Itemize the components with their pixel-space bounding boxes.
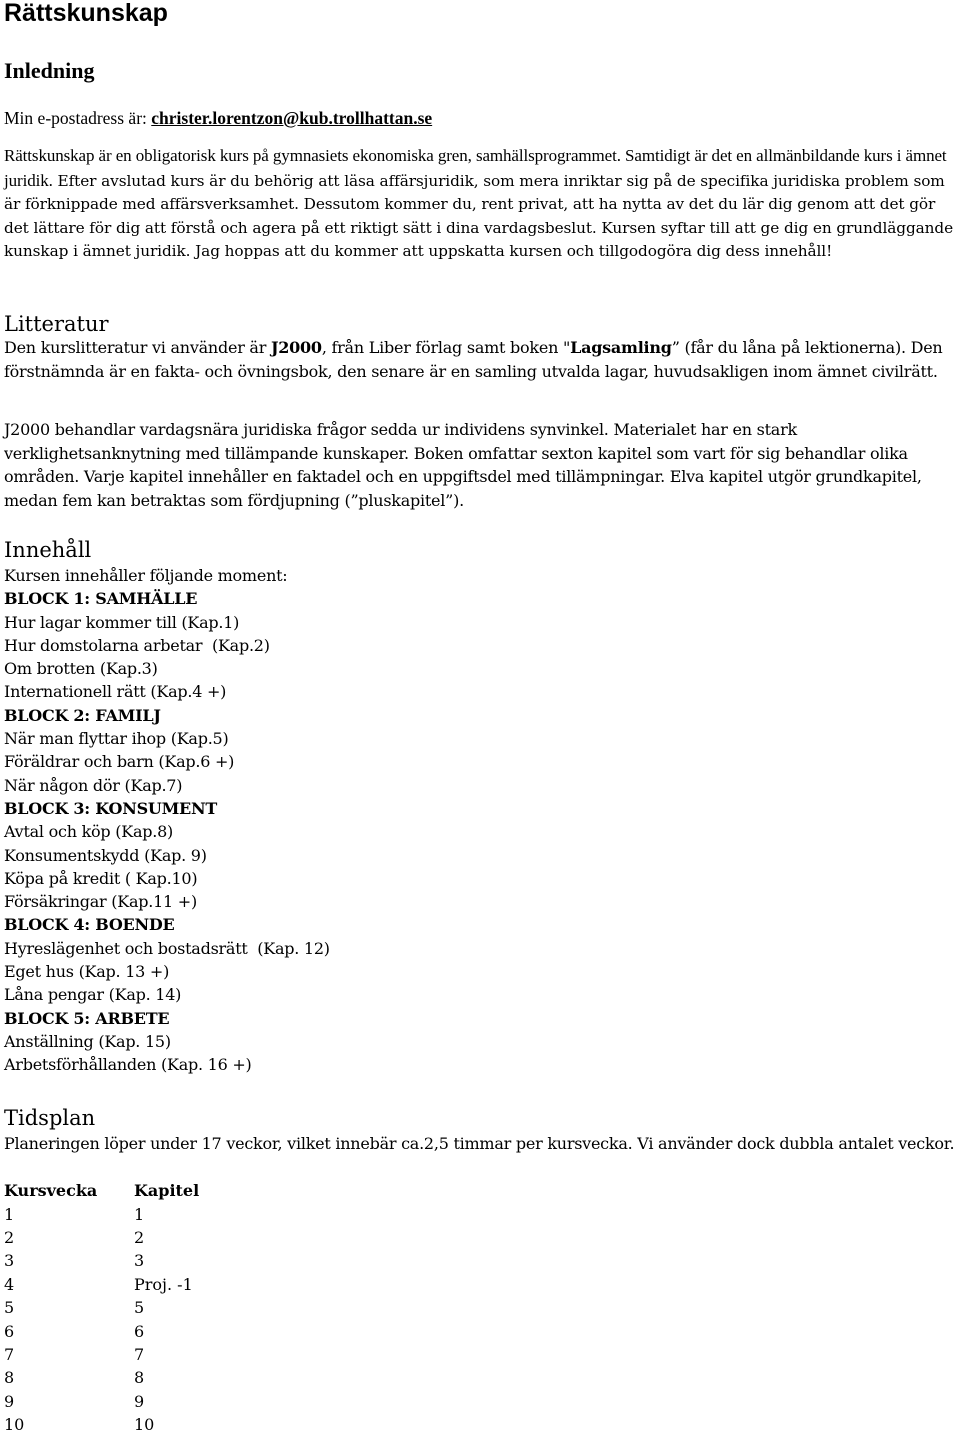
cell-kapitel: 2 [134, 1227, 145, 1247]
column-header-kapitel: Kapitel [134, 1181, 200, 1201]
cell-kursvecka: 6 [4, 1321, 15, 1341]
cell-kursvecka: 1 [4, 1204, 15, 1224]
list-item: Försäkringar (Kap.11 +) [4, 892, 197, 912]
intro-rest: Efter avslutad kurs är du behörig att läsa affärsjuridik, som mera inriktar sig på de specifika juridiska problem som är förknippade med affärsverksamhet. Dessutom kommer du, rent privat, att ha nytta av det du lär dig genom att det gör det lättare för dig att förstå och agera på ett riktigt sätt i dina vardagsbeslut. Kursen syftar till att ge dig en grundläggande kunskap i ämnet juridik. Jag hoppas att du kommer att uppskatta kursen och tillgodogöra dig dess innehåll! [4, 171, 954, 261]
litteratur-paragraph-1 [4, 336, 960, 383]
list-item: Hur lagar kommer till (Kap.1) [4, 612, 240, 632]
list-item: Hyreslägenhet och bostadsrätt (Kap. 12) [4, 938, 330, 958]
lit-text-c: , från Liber förlag samt boken " [321, 338, 571, 357]
email-line [4, 107, 432, 129]
intro-paragraph [4, 144, 960, 264]
litteratur-paragraph-2: J2000 behandlar vardagsnära juridiska frågor sedda ur individens synvinkel. Materialet har en stark verklighetsanknytning med tillämpande kunskaper. Boken omfattar sexton kapitel som vart för sig behandlar olika områden. Varje kapitel innehåller en faktadel och en uppgiftsdel med tillämpningar. Elva kapitel utgör grundkapitel, medan fem kan betraktas som fördjupning (”pluskapitel”). [4, 420, 922, 510]
schedule-table [4, 1179, 199, 1436]
page-title: Rättskunskap [4, 0, 168, 27]
cell-kursvecka: 5 [4, 1298, 15, 1318]
heading-innehall: Innehåll [4, 538, 92, 562]
table-row [4, 1390, 199, 1413]
cell-kapitel: 5 [134, 1298, 145, 1318]
table-row [4, 1273, 199, 1296]
list-item: Avtal och köp (Kap.8) [4, 822, 173, 842]
cell-kursvecka: 9 [4, 1391, 15, 1411]
list-item: Köpa på kredit ( Kap.10) [4, 868, 198, 888]
list-item: Arbetsförhållanden (Kap. 16 +) [4, 1055, 252, 1075]
cell-kursvecka: 2 [4, 1227, 15, 1247]
table-row [4, 1413, 199, 1436]
list-item: Eget hus (Kap. 13 +) [4, 962, 170, 982]
table-row [4, 1296, 199, 1319]
block-heading: BLOCK 3: KONSUMENT [4, 798, 218, 818]
schedule-header-row [4, 1179, 199, 1202]
table-row [4, 1343, 199, 1366]
block-heading: BLOCK 2: FAMILJ [4, 705, 161, 725]
list-item: Kursen innehåller följande moment: [4, 566, 288, 585]
block-heading: BLOCK 4: BOENDE [4, 915, 175, 935]
list-item: Hur domstolarna arbetar (Kap.2) [4, 635, 270, 655]
cell-kapitel: 1 [134, 1204, 145, 1224]
cell-kursvecka: 10 [4, 1415, 25, 1435]
table-row [4, 1202, 199, 1225]
list-item: Konsumentskydd (Kap. 9) [4, 845, 207, 865]
heading-litteratur: Litteratur [4, 312, 109, 336]
intro-line1: Rättskunskap är en obligatorisk kurs på gymnasiets ekonomiska gren, samhällsprogrammet. Samtidigt är det en allmänbildande kurs i ämnet juridik. [4, 146, 947, 190]
table-row [4, 1366, 199, 1389]
table-row [4, 1249, 199, 1272]
table-row [4, 1319, 199, 1342]
email-prefix: Min e-postadress är: [4, 108, 152, 128]
list-item: När någon dör (Kap.7) [4, 775, 183, 795]
list-item: När man flyttar ihop (Kap.5) [4, 729, 229, 749]
cell-kursvecka: 3 [4, 1251, 15, 1271]
list-item: Anställning (Kap. 15) [4, 1031, 171, 1051]
lit-book-j2000: J2000 [270, 338, 322, 357]
heading-inledning: Inledning [4, 58, 95, 83]
cell-kapitel: 3 [134, 1251, 145, 1271]
lit-book-lagsamling: Lagsamling [570, 338, 672, 357]
list-item: Internationell rätt (Kap.4 +) [4, 682, 227, 702]
heading-tidsplan: Tidsplan [4, 1106, 96, 1130]
lit-text-a: Den kurslitteratur vi använder är [4, 338, 271, 357]
cell-kapitel: 8 [134, 1368, 145, 1388]
cell-kapitel: 6 [134, 1321, 145, 1341]
column-header-kursvecka: Kursvecka [4, 1181, 98, 1201]
cell-kursvecka: 4 [4, 1274, 15, 1294]
block-heading: BLOCK 5: ARBETE [4, 1008, 170, 1028]
cell-kapitel: 9 [134, 1391, 145, 1411]
block-heading: BLOCK 1: SAMHÄLLE [4, 589, 198, 609]
list-item: Föräldrar och barn (Kap.6 +) [4, 752, 235, 772]
cell-kursvecka: 8 [4, 1368, 15, 1388]
cell-kursvecka: 7 [4, 1344, 15, 1364]
cell-kapitel: Proj. -1 [134, 1274, 193, 1294]
list-item: Om brotten (Kap.3) [4, 659, 158, 679]
cell-kapitel: 10 [134, 1415, 155, 1435]
table-row [4, 1226, 199, 1249]
lit-text-e: ” (får du låna på lektionerna). Den förstnämnda är en fakta- och övningsbok, den senare är en samling utvalda lagar, huvudsakligen inom ämnet civilrätt. [4, 338, 943, 381]
list-item: Låna pengar (Kap. 14) [4, 985, 182, 1005]
schedule-body [4, 1202, 199, 1436]
email-link[interactable]: christer.lorentzon@kub.trollhattan.se [151, 108, 433, 128]
tidsplan-intro: Planeringen löper under 17 veckor, vilket innebär ca.2,5 timmar per kursvecka. Vi använder dock dubbla antalet veckor. [4, 1134, 955, 1153]
cell-kapitel: 7 [134, 1344, 145, 1364]
content-list [4, 564, 330, 1077]
